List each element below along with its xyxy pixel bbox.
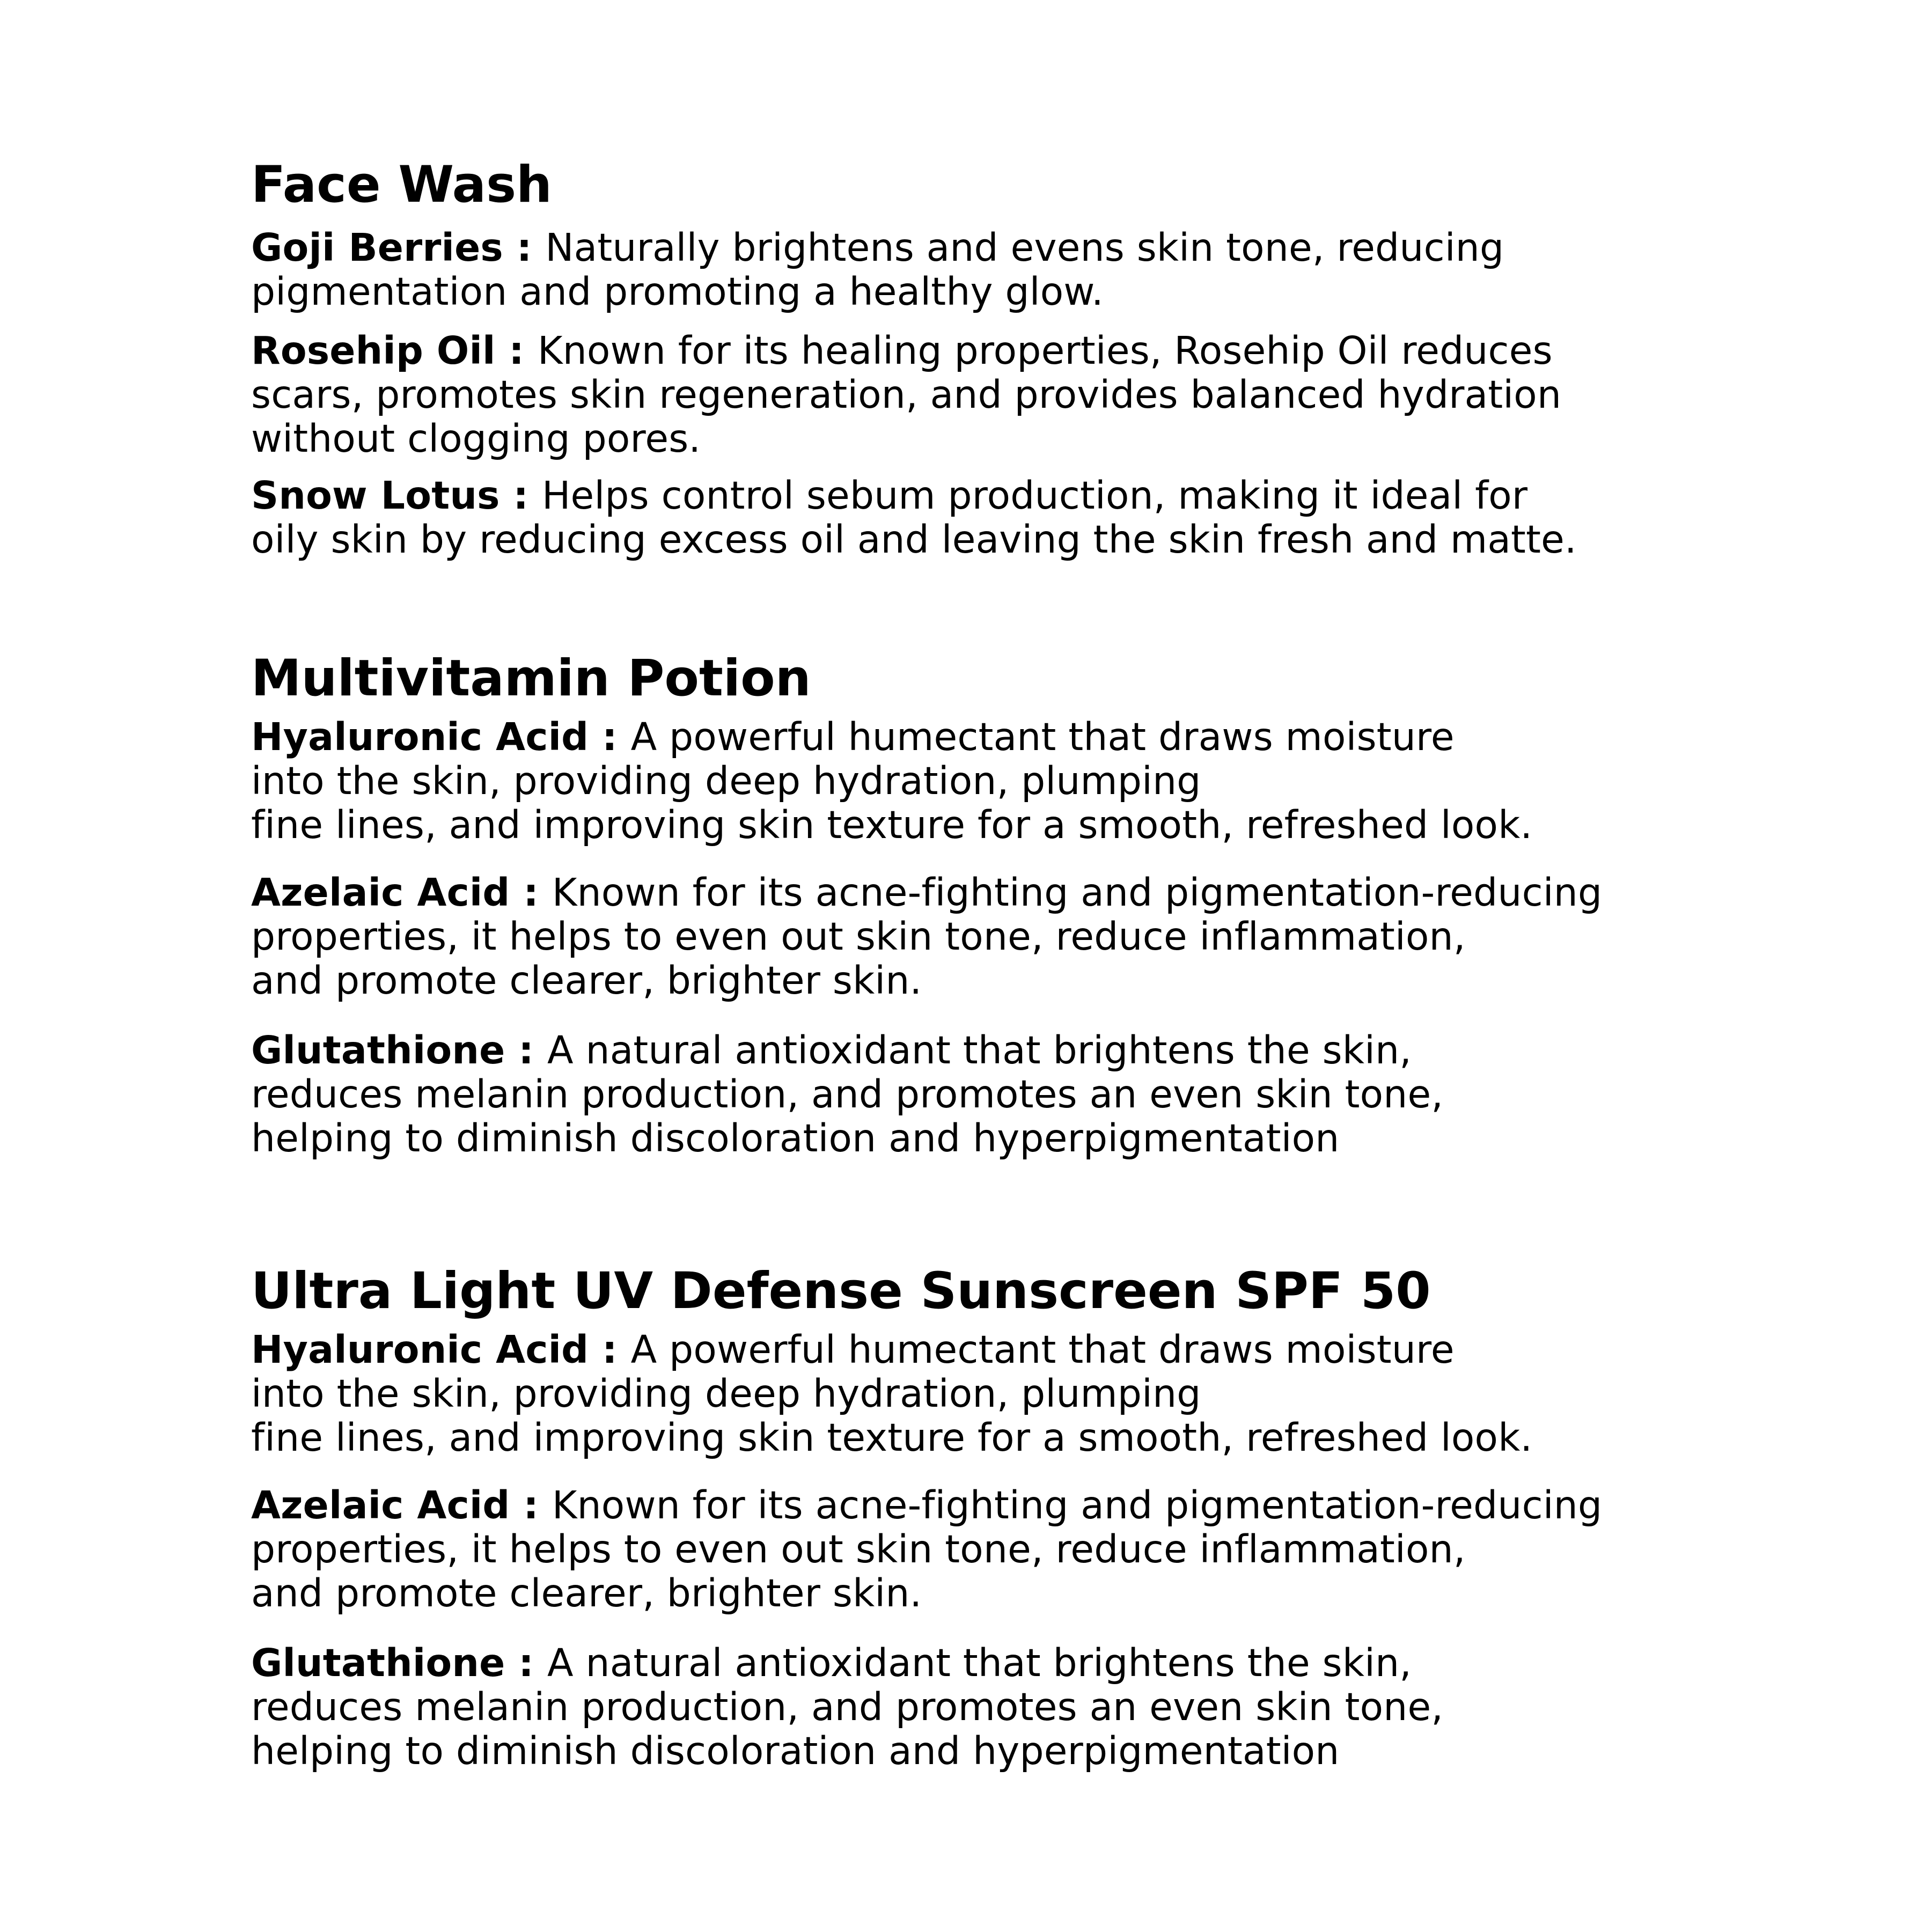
ingredient-line: oily skin by reducing excess oil and leaving the skin fresh and matte. <box>251 517 1577 562</box>
ingredient-goji-berries <box>251 226 1732 314</box>
ingredient-snow-lotus <box>251 474 1732 562</box>
ingredient-term: Rosehip Oil : <box>251 328 538 373</box>
ingredient-text: A natural antioxidant that brightens the skin, <box>547 1028 1412 1072</box>
ingredient-glutathione <box>251 1641 1732 1773</box>
ingredient-line <box>251 871 1732 915</box>
ingredient-line: properties, it helps to even out skin tone, reduce inflammation, <box>251 1527 1466 1571</box>
ingredient-azelaic-acid <box>251 871 1732 1003</box>
ingredient-line <box>251 715 1732 759</box>
ingredient-term: Azelaic Acid : <box>251 870 552 915</box>
ingredient-line <box>251 1328 1732 1372</box>
section-uv-defense-sunscreen <box>251 1259 1732 1773</box>
ingredient-line: fine lines, and improving skin texture for a smooth, refreshed look. <box>251 803 1533 847</box>
ingredient-line <box>251 1029 1732 1072</box>
ingredient-term: Hyaluronic Acid : <box>251 715 631 759</box>
section-title: Multivitamin Potion <box>251 649 811 708</box>
ingredient-text: A natural antioxidant that brightens the skin, <box>547 1641 1412 1685</box>
ingredient-term: Snow Lotus : <box>251 473 542 518</box>
ingredient-line <box>251 329 1732 373</box>
ingredient-glutathione <box>251 1029 1732 1160</box>
ingredient-term: Glutathione : <box>251 1028 547 1072</box>
ingredient-line <box>251 1483 1732 1527</box>
section-title: Face Wash <box>251 156 552 214</box>
ingredient-term: Glutathione : <box>251 1641 547 1685</box>
ingredient-rosehip-oil <box>251 329 1732 461</box>
ingredient-text: A powerful humectant that draws moisture <box>630 1327 1454 1372</box>
ingredient-line: into the skin, providing deep hydration, plumping <box>251 759 1201 803</box>
ingredient-text: Known for its acne-fighting and pigmentation-reducing <box>552 870 1603 915</box>
ingredient-line: helping to diminish discoloration and hyperpigmentation <box>251 1116 1340 1160</box>
ingredient-line: pigmentation and promoting a healthy glow. <box>251 269 1104 314</box>
ingredient-line: and promote clearer, brighter skin. <box>251 1571 922 1615</box>
ingredient-term: Azelaic Acid : <box>251 1483 552 1527</box>
ingredient-line <box>251 1641 1732 1685</box>
ingredient-text: Helps control sebum production, making it ideal for <box>541 473 1528 518</box>
ingredient-hyaluronic-acid <box>251 1328 1732 1460</box>
ingredient-hyaluronic-acid <box>251 715 1732 847</box>
ingredient-line <box>251 226 1732 270</box>
ingredient-line: scars, promotes skin regeneration, and provides balanced hydration <box>251 372 1562 417</box>
ingredient-line: properties, it helps to even out skin tone, reduce inflammation, <box>251 914 1466 959</box>
ingredient-line: without clogging pores. <box>251 416 701 461</box>
section-face-wash <box>251 153 1732 562</box>
section-title: Ultra Light UV Defense Sunscreen SPF 50 <box>251 1262 1431 1320</box>
ingredient-line: reduces melanin production, and promotes an even skin tone, <box>251 1072 1444 1116</box>
ingredient-term: Goji Berries : <box>251 225 546 270</box>
section-multivitamin-potion <box>251 647 1732 1160</box>
ingredient-text: A powerful humectant that draws moisture <box>630 715 1454 759</box>
ingredient-line: fine lines, and improving skin texture for a smooth, refreshed look. <box>251 1415 1533 1460</box>
ingredient-text: Known for its acne-fighting and pigmentation-reducing <box>552 1483 1603 1527</box>
ingredient-line <box>251 474 1732 518</box>
ingredient-term: Hyaluronic Acid : <box>251 1327 631 1372</box>
ingredient-text: Known for its healing properties, Rosehip Oil reduces <box>537 328 1553 373</box>
ingredient-line: into the skin, providing deep hydration, plumping <box>251 1371 1201 1416</box>
ingredient-line: helping to diminish discoloration and hyperpigmentation <box>251 1729 1340 1773</box>
ingredient-text: Naturally brightens and evens skin tone, reducing <box>545 225 1504 270</box>
ingredient-line: and promote clearer, brighter skin. <box>251 958 922 1003</box>
ingredient-azelaic-acid <box>251 1483 1732 1615</box>
ingredient-line: reduces melanin production, and promotes an even skin tone, <box>251 1685 1444 1729</box>
